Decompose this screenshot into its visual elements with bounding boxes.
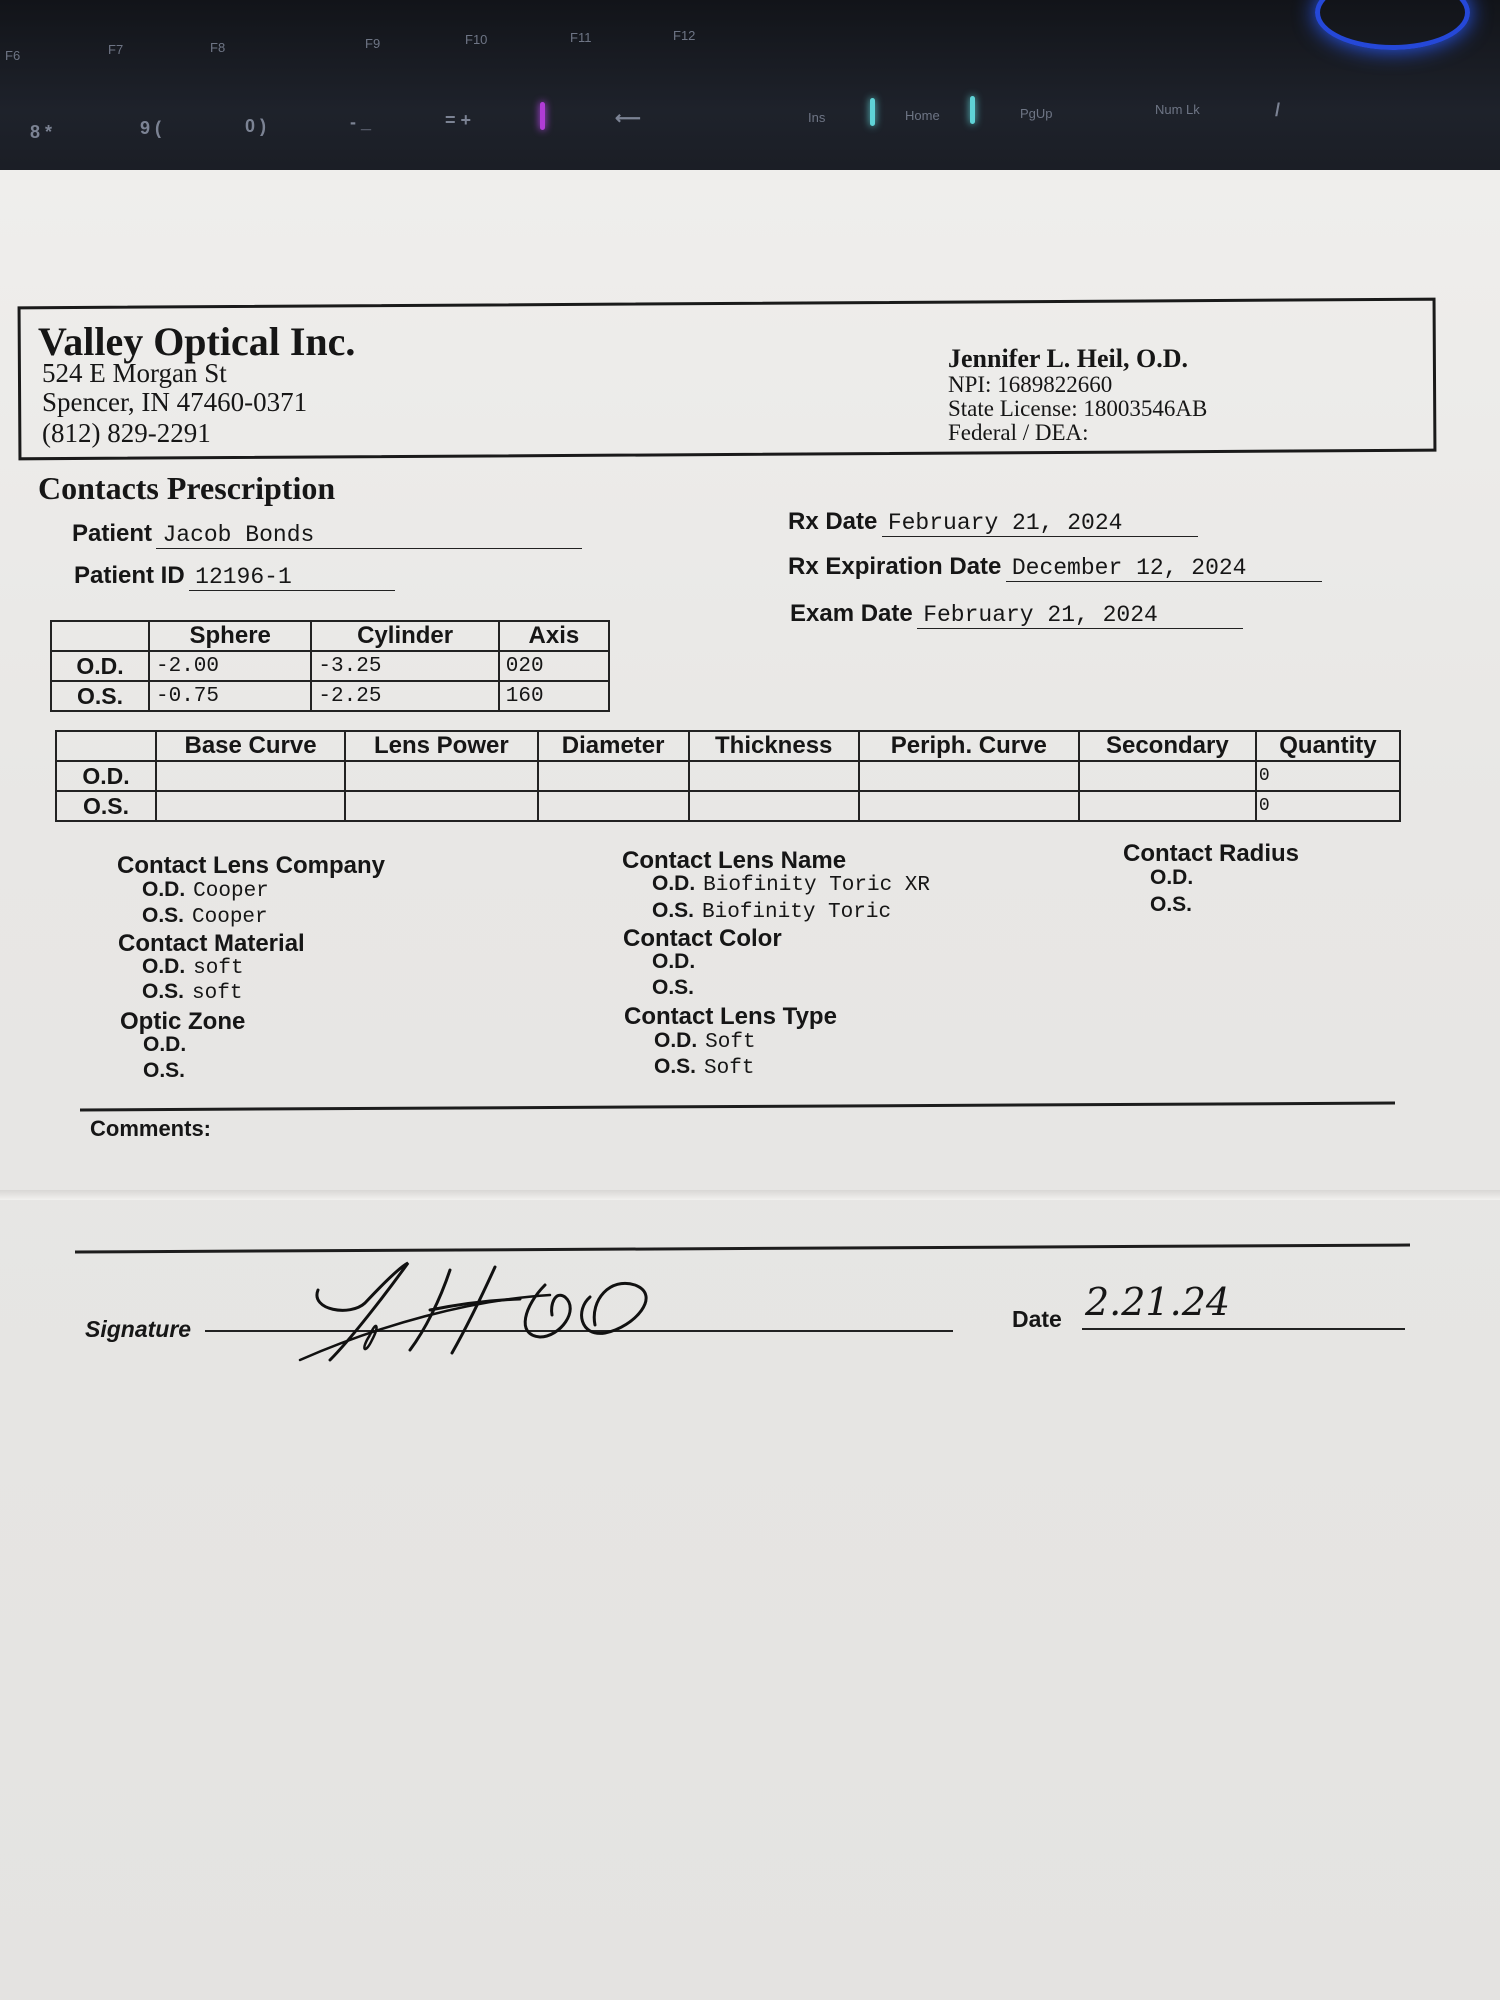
table-header-row: [51, 621, 609, 651]
table-header-row: [56, 731, 1400, 761]
table-corner-cell: [56, 731, 156, 761]
os-diameter: [538, 791, 689, 821]
color-heading: Contact Color: [623, 925, 782, 952]
material-os: [142, 980, 242, 1005]
patient-field: [72, 520, 582, 549]
os-label: O.S.: [142, 904, 185, 927]
os-label: O.S.: [143, 1059, 186, 1082]
rx-date-label: Rx Date: [788, 508, 878, 535]
od-label: O.D.: [142, 955, 186, 978]
od-label: O.D.: [142, 878, 186, 901]
optic-zone-heading: Optic Zone: [120, 1008, 246, 1035]
key-minus: - _: [350, 112, 372, 132]
row-label-os: O.S.: [56, 791, 156, 821]
header-base-curve: Base Curve: [156, 731, 345, 761]
header-sphere: Sphere: [149, 621, 311, 651]
radius-os: [1150, 893, 1192, 917]
date-label: Date: [1012, 1306, 1062, 1332]
os-label: O.S.: [652, 976, 695, 999]
lens-company-os: [142, 904, 268, 929]
od-lens-power: [345, 761, 538, 791]
handwritten-date: 2.21.24: [1085, 1280, 1231, 1324]
lens-type-od-value: Soft: [705, 1031, 756, 1054]
practice-name: Valley Optical Inc.: [38, 319, 356, 364]
patient-value: Jacob Bonds: [156, 522, 582, 549]
lens-company-od-value: Cooper: [193, 880, 269, 903]
header-secondary: Secondary: [1079, 731, 1256, 761]
key-numlk: Num Lk: [1155, 102, 1200, 117]
key-f11: F11: [570, 30, 592, 45]
od-periph-curve: [859, 761, 1079, 791]
lens-type-os-value: Soft: [704, 1057, 755, 1080]
lens-company-os-value: Cooper: [192, 906, 268, 929]
os-secondary: [1079, 791, 1256, 821]
os-cylinder: -2.25: [311, 681, 498, 711]
od-axis: 020: [499, 651, 609, 681]
os-axis: 160: [499, 681, 609, 711]
key-f10: F10: [465, 32, 488, 47]
os-label: O.S.: [654, 1055, 697, 1078]
rx-date-value: February 21, 2024: [882, 510, 1198, 537]
os-base-curve: [156, 791, 345, 821]
lens-type-os: [654, 1055, 754, 1080]
lens-name-od-value: Biofinity Toric XR: [703, 874, 931, 897]
header-axis: Axis: [499, 621, 609, 651]
patient-id-value: 12196-1: [189, 564, 395, 591]
backspace-arrow-icon: ⟵: [615, 108, 641, 128]
table-corner-cell: [51, 621, 149, 651]
table-row: [51, 651, 609, 681]
rx-expiration-label: Rx Expiration Date: [788, 553, 1002, 580]
table-row: [56, 791, 1400, 821]
lens-company-od: [142, 878, 269, 903]
od-label: O.D.: [652, 872, 696, 895]
key-home: Home: [905, 108, 940, 123]
od-base-curve: [156, 761, 345, 791]
lens-type-heading: Contact Lens Type: [624, 1003, 837, 1030]
exam-date-value: February 21, 2024: [917, 602, 1243, 629]
os-label: O.S.: [142, 980, 185, 1003]
lens-company-heading: Contact Lens Company: [117, 852, 386, 879]
lens-name-os: [652, 899, 891, 924]
key-equals: = +: [445, 110, 472, 130]
paper-fold: [0, 1190, 1500, 1200]
color-od: [652, 950, 695, 974]
key-0: 0 ): [245, 116, 267, 136]
rx-expiration-field: [788, 553, 1322, 582]
header-thickness: Thickness: [689, 731, 859, 761]
os-lens-power: [345, 791, 538, 821]
optic-zone-od: [143, 1033, 186, 1057]
od-label: O.D.: [652, 950, 696, 973]
signature-label: Signature: [85, 1316, 192, 1342]
table-row: [56, 761, 1400, 791]
exam-date-label: Exam Date: [790, 600, 913, 627]
comments-label: Comments:: [90, 1116, 212, 1141]
material-heading: Contact Material: [118, 930, 305, 957]
key-led-cyan-2: [970, 96, 975, 124]
practice-address-1: 524 E Morgan St: [42, 358, 227, 388]
refraction-table: [50, 620, 610, 712]
od-secondary: [1079, 761, 1256, 791]
row-label-od: O.D.: [51, 651, 149, 681]
header-cylinder: Cylinder: [311, 621, 498, 651]
key-led-cyan: [870, 98, 875, 126]
od-label: O.D.: [654, 1029, 698, 1052]
keyboard-background: [0, 0, 1500, 185]
radius-heading: Contact Radius: [1123, 840, 1300, 867]
od-diameter: [538, 761, 689, 791]
lens-name-os-value: Biofinity Toric: [702, 901, 892, 924]
radius-od: [1150, 866, 1193, 890]
key-f7: F7: [108, 42, 124, 57]
key-8: 8 *: [30, 122, 53, 142]
optic-zone-os: [143, 1059, 185, 1083]
material-od-value: soft: [193, 957, 244, 980]
header-diameter: Diameter: [538, 731, 689, 761]
header-quantity: Quantity: [1256, 731, 1400, 761]
lens-name-od: [652, 872, 930, 897]
os-periph-curve: [859, 791, 1079, 821]
form-title: Contacts Prescription: [38, 470, 336, 506]
row-label-os: O.S.: [51, 681, 149, 711]
od-sphere: -2.00: [149, 651, 311, 681]
od-quantity: 0: [1256, 761, 1400, 791]
patient-label: Patient: [72, 520, 153, 547]
od-label: O.D.: [1150, 866, 1194, 889]
doctor-npi: NPI: 1689822660: [948, 372, 1113, 397]
lens-name-heading: Contact Lens Name: [622, 847, 847, 874]
od-thickness: [689, 761, 859, 791]
os-sphere: -0.75: [149, 681, 311, 711]
rx-expiration-value: December 12, 2024: [1006, 555, 1322, 582]
practice-phone: (812) 829-2291: [42, 418, 211, 448]
table-row: [51, 681, 609, 711]
key-ins: Ins: [808, 110, 826, 125]
key-f12: F12: [673, 28, 696, 43]
header-lens-power: Lens Power: [345, 731, 538, 761]
patient-id-field: [74, 562, 395, 591]
os-label: O.S.: [1150, 893, 1193, 916]
row-label-od: O.D.: [56, 761, 156, 791]
volume-knob: [1315, 0, 1470, 50]
exam-date-field: [790, 600, 1243, 629]
key-f6: F6: [5, 48, 21, 63]
lens-parameter-table: [55, 730, 1401, 822]
header-periph-curve: Periph. Curve: [859, 731, 1079, 761]
material-os-value: soft: [192, 982, 243, 1005]
key-f8: F8: [210, 40, 226, 55]
key-slash: /: [1275, 100, 1281, 120]
key-led-purple: [540, 102, 545, 130]
os-label: O.S.: [652, 899, 695, 922]
patient-id-label: Patient ID: [74, 562, 185, 589]
key-pgup: PgUp: [1020, 106, 1053, 121]
lens-type-od: [654, 1029, 756, 1054]
os-quantity: 0: [1256, 791, 1400, 821]
rx-date-field: [788, 508, 1198, 537]
doctor-dea: Federal / DEA:: [948, 420, 1089, 445]
od-cylinder: -3.25: [311, 651, 498, 681]
handwritten-signature: [290, 1255, 680, 1365]
doctor-name: Jennifer L. Heil, O.D.: [948, 344, 1189, 373]
material-od: [142, 955, 244, 980]
od-label: O.D.: [143, 1033, 187, 1056]
date-line: [1082, 1328, 1405, 1330]
doctor-license: State License: 18003546AB: [948, 396, 1208, 421]
color-os: [652, 976, 694, 1000]
key-9: 9 (: [140, 118, 162, 138]
key-f9: F9: [365, 36, 381, 51]
practice-address-2: Spencer, IN 47460-0371: [42, 387, 308, 417]
os-thickness: [689, 791, 859, 821]
